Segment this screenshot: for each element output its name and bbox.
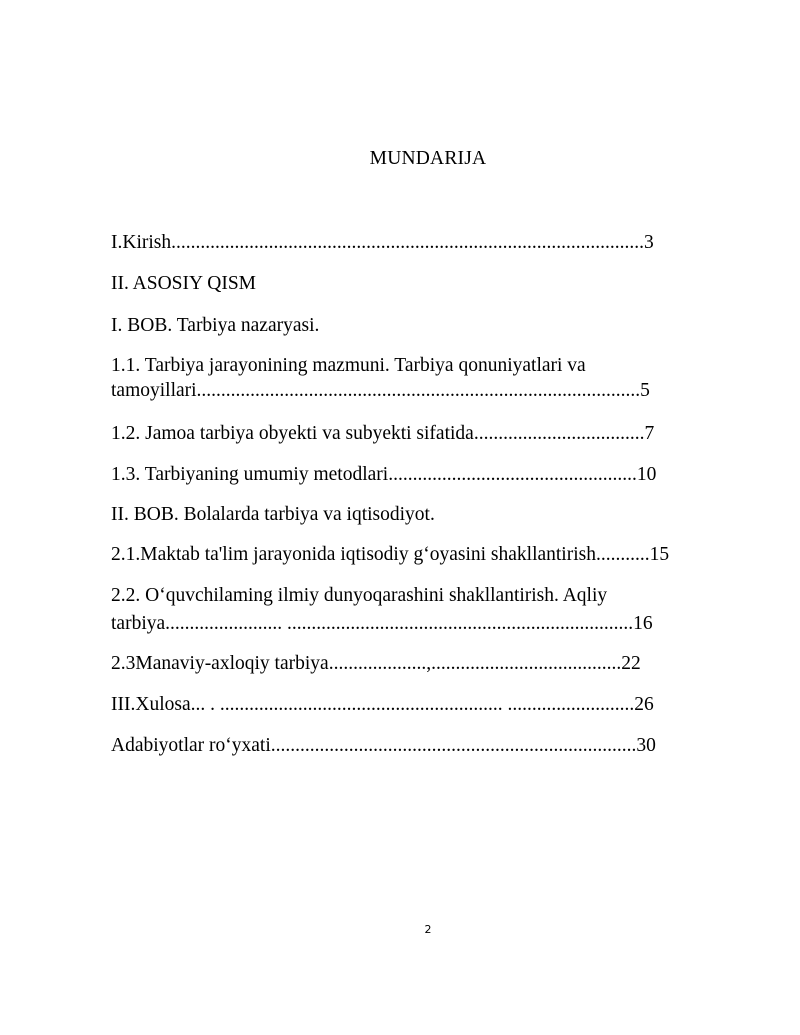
toc-entry-1-2: 1.2. Jamoa tarbiya obyekti va subyekti sifatida...................................7 [111, 423, 655, 444]
toc-entry-1-1-line-1: 1.1. Tarbiya jarayonining mazmuni. Tarbiya qonuniyatlari va [111, 355, 586, 376]
toc-entry-1-1-line-2: tamoyillari...........................................................................................5 [111, 380, 650, 401]
page-number: 2 [424, 923, 432, 936]
toc-section-asosiy-qism: II. ASOSIY QISM [111, 273, 257, 294]
toc-entry-2-2-line-2: tarbiya........................ .......................................................................16 [111, 613, 653, 634]
toc-entry-adabiyotlar: Adabiyotlar ro‘yxati...........................................................................30 [111, 735, 656, 756]
toc-entry-2-2-line-1: 2.2. O‘quvchilaming ilmiy dunyoqarashini shakllantirish. Aqliy [111, 585, 608, 606]
toc-entry-kirish: I.Kirish.................................................................................................3 [111, 232, 654, 253]
page-title: MUNDARIJA [369, 148, 487, 169]
toc-chapter-2: II. BOB. Bolalarda tarbiya va iqtisodiyot. [111, 504, 435, 525]
toc-entry-1-3: 1.3. Tarbiyaning umumiy metodlari...................................................10 [111, 464, 657, 485]
toc-entry-2-1: 2.1.Maktab ta'lim jarayonida iqtisodiy g‘oyasini shakllantirish...........15 [111, 544, 670, 565]
toc-entry-2-3: 2.3Manaviy-axloqiy tarbiya....................,.......................................22 [111, 653, 641, 674]
toc-chapter-1: I. BOB. Tarbiya nazaryasi. [111, 315, 320, 336]
toc-entry-xulosa: III.Xulosa... . .......................................................... ..........................26 [111, 694, 654, 715]
